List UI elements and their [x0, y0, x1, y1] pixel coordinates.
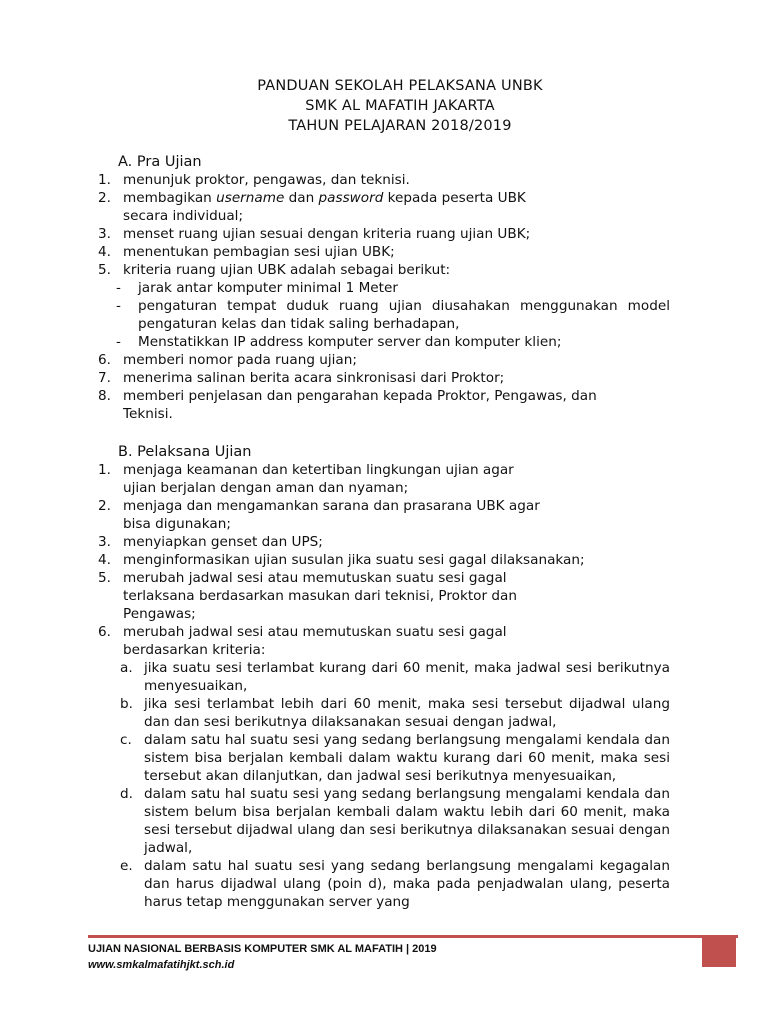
footer-accent-box [702, 937, 736, 967]
section-a-heading: A. Pra Ujian [118, 154, 202, 170]
list-item: 8. memberi penjelasan dan pengarahan kepada Proktor, Pengawas, dan Teknisi. [98, 388, 597, 422]
footer-title: UJIAN NASIONAL BERBASIS KOMPUTER SMK AL MAFATIH | 2019 [88, 943, 437, 955]
list-item: 6. merubah jadwal sesi atau memutuskan suatu sesi gagal berdasarkan kriteria: [98, 624, 507, 658]
list-item: 7. menerima salinan berita acara sinkronisasi dari Proktor; [98, 370, 505, 386]
list-item: 1. menunjuk proktor, pengawas, dan teknisi. [98, 172, 410, 188]
section-b-heading: B. Pelaksana Ujian [118, 444, 252, 460]
list-item: 5. merubah jadwal sesi atau memutuskan suatu sesi gagal terlaksana berdasarkan masukan dari teknisi, Proktor dan Pengawas; [98, 570, 517, 622]
doc-title-line2: SMK AL MAFATIH JAKARTA [305, 98, 495, 114]
document-body [98, 153, 670, 911]
sub-list-item: d. dalam satu hal suatu sesi yang sedang berlangsung mengalami kendala dan sistem belum bisa berjalan kembali dalam waktu lebih dari 60 menit, maka sesi tersebut dijadwal ulang dan sesi berikutnya dilaksanakan sesuai dengan jadwal, [120, 786, 670, 856]
list-item: 5. kriteria ruang ujian UBK adalah sebagai berikut: [98, 262, 451, 278]
list-item: 2. membagikan username dan password kepada peserta UBK secara individual; [98, 190, 526, 224]
footer-divider [88, 935, 738, 938]
sub-list-item: b. jika sesi terlambat lebih dari 60 menit, maka sesi tersebut dijadwal ulang dan dan sesi berikutnya dilaksanakan sesuai dengan jadwal, [120, 696, 670, 730]
sub-list-item: e. dalam satu hal suatu sesi yang sedang berlangsung mengalami kegagalan dan harus dijadwal ulang (poin d), maka pada penjadwalan ulang, peserta harus tetap menggunakan server yang [120, 858, 670, 910]
sub-list-item: - pengaturan tempat duduk ruang ujian diusahakan menggunakan model pengaturan kelas dan tidak saling berhadapan, [116, 298, 670, 332]
footer-website-link[interactable]: www.smkalmafatihjkt.sch.id [88, 959, 235, 971]
list-item: 4. menentukan pembagian sesi ujian UBK; [98, 244, 395, 260]
list-item: 6. memberi nomor pada ruang ujian; [98, 352, 357, 368]
sub-list-item: a. jika suatu sesi terlambat kurang dari 60 menit, maka jadwal sesi berikutnya menyesuaikan, [120, 660, 670, 694]
list-item: 1. menjaga keamanan dan ketertiban lingkungan ujian agar ujian berjalan dengan aman dan nyaman; [98, 462, 514, 496]
sub-list-item: c. dalam satu hal suatu sesi yang sedang berlangsung mengalami kendala dan sistem bisa berjalan kembali dalam waktu kurang dari 60 menit, maka sesi tersebut akan dilanjutkan, dan jadwal sesi berikutnya menyesuaikan, [120, 732, 670, 784]
doc-title-line1: PANDUAN SEKOLAH PELAKSANA UNBK [257, 78, 543, 94]
list-item: 2. menjaga dan mengamankan sarana dan prasarana UBK agar bisa digunakan; [98, 498, 540, 532]
sub-list-item: - Menstatikkan IP address komputer server dan komputer klien; [116, 334, 562, 350]
list-item: 4. menginformasikan ujian susulan jika suatu sesi gagal dilaksanakan; [98, 552, 585, 568]
sub-list-item: - jarak antar komputer minimal 1 Meter [116, 280, 398, 296]
doc-title-line3: TAHUN PELAJARAN 2018/2019 [288, 118, 512, 134]
list-item: 3. menset ruang ujian sesuai dengan kriteria ruang ujian UBK; [98, 226, 531, 242]
list-item: 3. menyiapkan genset dan UPS; [98, 534, 323, 550]
